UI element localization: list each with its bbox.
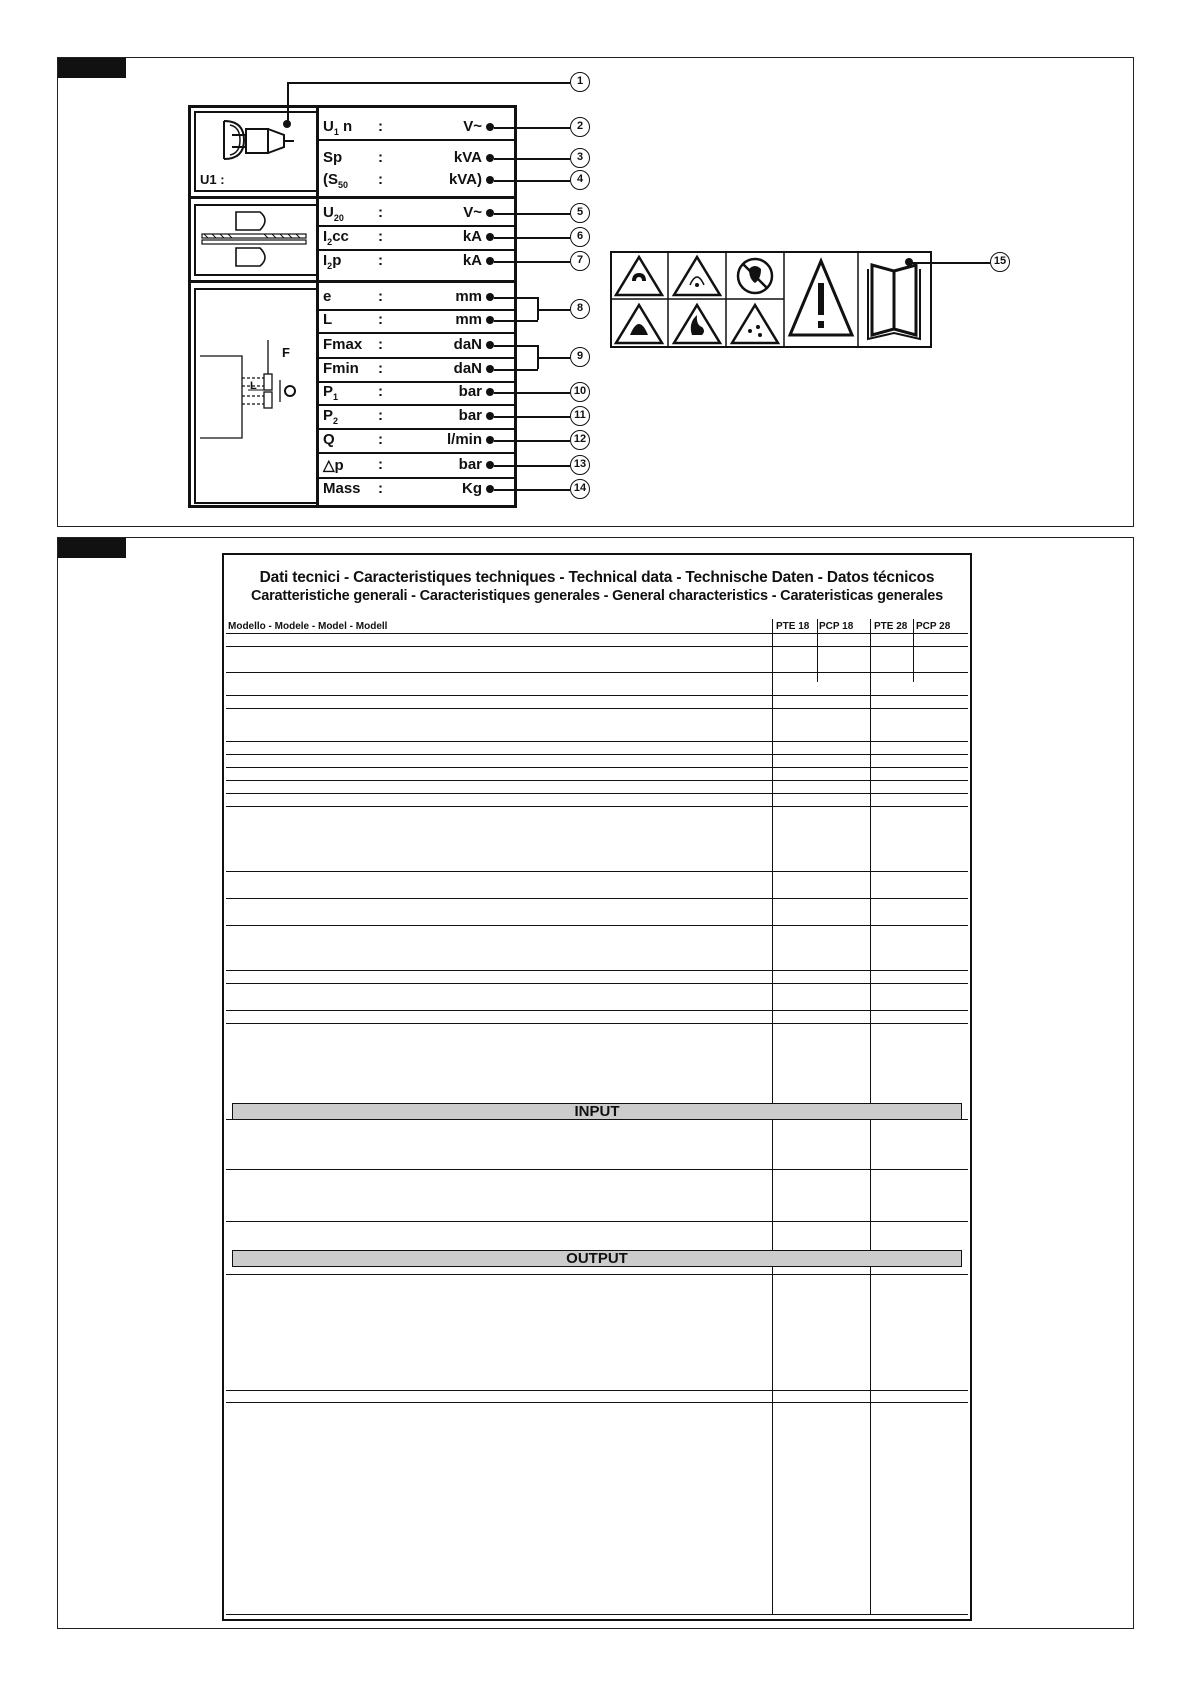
plate-colon: :	[378, 228, 383, 245]
table-row-rule	[226, 898, 968, 899]
technical-data-sheet	[222, 553, 972, 1621]
table-row-rule	[226, 1274, 968, 1275]
table-row-rule	[226, 741, 968, 742]
callout-number: 14	[570, 479, 590, 499]
plate-unit: bar	[458, 383, 482, 400]
plate-unit: mm	[455, 288, 482, 305]
table-column-line	[870, 1119, 871, 1615]
plate-row-separator	[319, 225, 517, 227]
plate-dot	[486, 388, 494, 396]
sheet-subtitle: Caratteristiche generali - Caracteristiques generales - General characteristics - Carateristicas generales	[250, 588, 944, 604]
table-column-line	[870, 619, 871, 1103]
plate-colon: :	[378, 431, 383, 448]
plate-dot	[486, 176, 494, 184]
callout-line	[494, 416, 570, 418]
plate-unit: kVA)	[448, 171, 482, 188]
output-section-header: OUTPUT	[232, 1250, 962, 1267]
callout-line	[494, 237, 570, 239]
plate-param-u1n: $U_1$ n	[323, 118, 353, 137]
table-row-rule	[226, 1402, 968, 1403]
plate-unit: l/min	[446, 431, 482, 448]
callout-number: 3	[570, 148, 590, 168]
plate-inner-border	[194, 502, 316, 504]
plate-colon: :	[378, 149, 383, 166]
table-row-rule	[226, 983, 968, 984]
plate-colon: :	[378, 407, 383, 424]
callout-line	[287, 82, 289, 124]
plate-colon: :	[378, 360, 383, 377]
table-row-rule	[226, 646, 968, 647]
plate-row-separator	[319, 249, 517, 251]
table-row-rule	[226, 793, 968, 794]
plate-row-separator	[319, 477, 517, 479]
callout-line	[494, 297, 538, 299]
plate-param-fmin: Fmin	[323, 360, 359, 377]
callout-number: 4	[570, 170, 590, 190]
plate-colon: :	[378, 118, 383, 135]
plate-param-sp: Sp	[323, 149, 343, 166]
plate-colon: :	[378, 252, 383, 269]
table-row-rule	[226, 780, 968, 781]
callout-line	[494, 440, 570, 442]
table-row-rule	[226, 1221, 968, 1222]
col-header-pte18: PTE 18	[776, 621, 810, 632]
plate-dot	[486, 209, 494, 217]
plate-dot	[486, 341, 494, 349]
callout-line	[287, 82, 570, 84]
plate-colon: :	[378, 480, 383, 497]
plate-colon: :	[378, 171, 383, 188]
plate-dot	[486, 412, 494, 420]
frame-tab	[58, 538, 126, 558]
plate-param-u20: $U_{20}$	[323, 204, 344, 223]
plate-dot	[486, 257, 494, 265]
plate-row-separator	[319, 332, 517, 334]
plate-param-mass: Mass	[323, 480, 361, 497]
plate-dot	[486, 365, 494, 373]
plate-dot	[486, 123, 494, 131]
diagram-l-label: L	[250, 380, 257, 392]
plate-unit: kA	[462, 228, 482, 245]
plate-param-l: L	[323, 311, 333, 328]
plate-inner-border	[194, 288, 196, 503]
plate-unit: daN	[453, 360, 482, 377]
callout-line	[494, 158, 570, 160]
plate-colon: :	[378, 288, 383, 305]
table-row-rule	[226, 672, 968, 673]
callout-number: 7	[570, 251, 590, 271]
callout-dot	[283, 120, 291, 128]
plate-colon: :	[378, 204, 383, 221]
plate-inner-border	[194, 204, 316, 206]
callout-number: 13	[570, 455, 590, 475]
callout-line	[912, 262, 990, 264]
plate-param-p2: $P_2$	[323, 407, 339, 426]
plate-param-s50: ($S_{50}$	[323, 171, 349, 190]
callout-number: 2	[570, 117, 590, 137]
callout-number: 10	[570, 382, 590, 402]
table-row-rule	[226, 1614, 968, 1615]
callout-number: 5	[570, 203, 590, 223]
table-row-rule	[226, 1390, 968, 1391]
plate-dot	[486, 436, 494, 444]
arm-geometry-diagram-icon	[198, 338, 313, 450]
plate-row-separator	[319, 309, 517, 311]
plate-param-q: Q	[323, 431, 335, 448]
plate-colon: :	[378, 336, 383, 353]
plate-param-e: e	[323, 288, 332, 305]
plate-row-separator	[319, 404, 517, 406]
plate-colon: :	[378, 383, 383, 400]
plate-param-i2cc: $I_2cc$	[323, 228, 349, 247]
plate-unit: kA	[462, 252, 482, 269]
callout-line	[494, 369, 538, 371]
table-row-rule	[226, 633, 968, 634]
table-row-rule	[226, 767, 968, 768]
callout-line	[494, 261, 570, 263]
sheet-title: Dati tecnici - Caracteristiques techniques - Technical data - Technische Daten - Datos técnicos	[259, 569, 935, 586]
plate-unit: bar	[458, 456, 482, 473]
callout-number: 12	[570, 430, 590, 450]
callout-line	[494, 345, 538, 347]
callout-number: 6	[570, 227, 590, 247]
plate-dot	[486, 485, 494, 493]
table-row-rule	[226, 708, 968, 709]
plate-inner-border	[194, 204, 196, 275]
plate-inner-border	[194, 274, 316, 276]
plate-dot	[486, 461, 494, 469]
callout-line	[537, 309, 570, 311]
table-row-rule	[226, 925, 968, 926]
model-column-header: Modello - Modele - Model - Modell	[228, 621, 388, 632]
callout-number: 9	[570, 347, 590, 367]
plate-column-divider	[316, 105, 319, 508]
input-section-header: INPUT	[232, 1103, 962, 1120]
table-column-line	[772, 619, 773, 1103]
table-row-rule	[226, 871, 968, 872]
table-row-rule	[226, 806, 968, 807]
callout-line	[494, 213, 570, 215]
plate-param-fmax: Fmax	[323, 336, 363, 353]
electrodes-icon	[198, 208, 310, 270]
plate-row-separator	[319, 452, 517, 454]
col-header-pte28: PTE 28	[874, 621, 908, 632]
callout-number: 15	[990, 252, 1010, 272]
callout-line	[494, 489, 570, 491]
plate-unit: V~	[463, 118, 482, 135]
table-row-rule	[226, 695, 968, 696]
plate-row-separator	[319, 428, 517, 430]
callout-number: 8	[570, 299, 590, 319]
plate-dot	[486, 316, 494, 324]
table-column-line	[772, 1119, 773, 1615]
callout-line	[494, 180, 570, 182]
plate-divider	[188, 196, 517, 199]
plate-colon: :	[378, 311, 383, 328]
diagram-f-label: F	[282, 345, 290, 360]
callout-line	[494, 392, 570, 394]
plate-row-separator	[319, 139, 517, 141]
callout-line	[494, 320, 538, 322]
plate-dot	[486, 293, 494, 301]
frame-tab	[58, 58, 126, 78]
plate-inner-border	[194, 111, 196, 191]
callout-line	[494, 465, 570, 467]
callout-line	[537, 357, 570, 359]
plate-unit: daN	[453, 336, 482, 353]
col-header-pcp18: PCP 18	[819, 621, 854, 632]
plate-unit: mm	[455, 311, 482, 328]
plate-unit: Kg	[462, 480, 482, 497]
callout-number: 1	[570, 72, 590, 92]
plate-param-i2p: $I_2p$	[323, 252, 342, 271]
table-row-rule	[226, 1169, 968, 1170]
table-row-rule	[226, 1023, 968, 1024]
plate-unit: bar	[458, 407, 482, 424]
plate-colon: :	[378, 456, 383, 473]
plate-unit: kVA	[453, 149, 482, 166]
plate-param-dp: △p	[323, 457, 344, 474]
plate-dot	[486, 233, 494, 241]
plate-inner-border	[194, 190, 316, 192]
plate-dot	[486, 154, 494, 162]
plate-row-separator	[319, 381, 517, 383]
table-row-rule	[226, 1010, 968, 1011]
u1-label: U1 :	[200, 172, 225, 187]
plate-row-separator	[319, 357, 517, 359]
plate-inner-border	[194, 288, 316, 290]
callout-line	[494, 127, 570, 129]
plate-param-p1: $P_1$	[323, 383, 339, 402]
table-row-rule	[226, 754, 968, 755]
col-header-pcp28: PCP 28	[916, 621, 951, 632]
warning-pictograms	[610, 251, 932, 348]
callout-number: 11	[570, 406, 590, 426]
table-row-rule	[226, 970, 968, 971]
plate-divider	[188, 280, 517, 283]
plate-inner-border	[194, 111, 316, 113]
plate-unit: V~	[463, 204, 482, 221]
